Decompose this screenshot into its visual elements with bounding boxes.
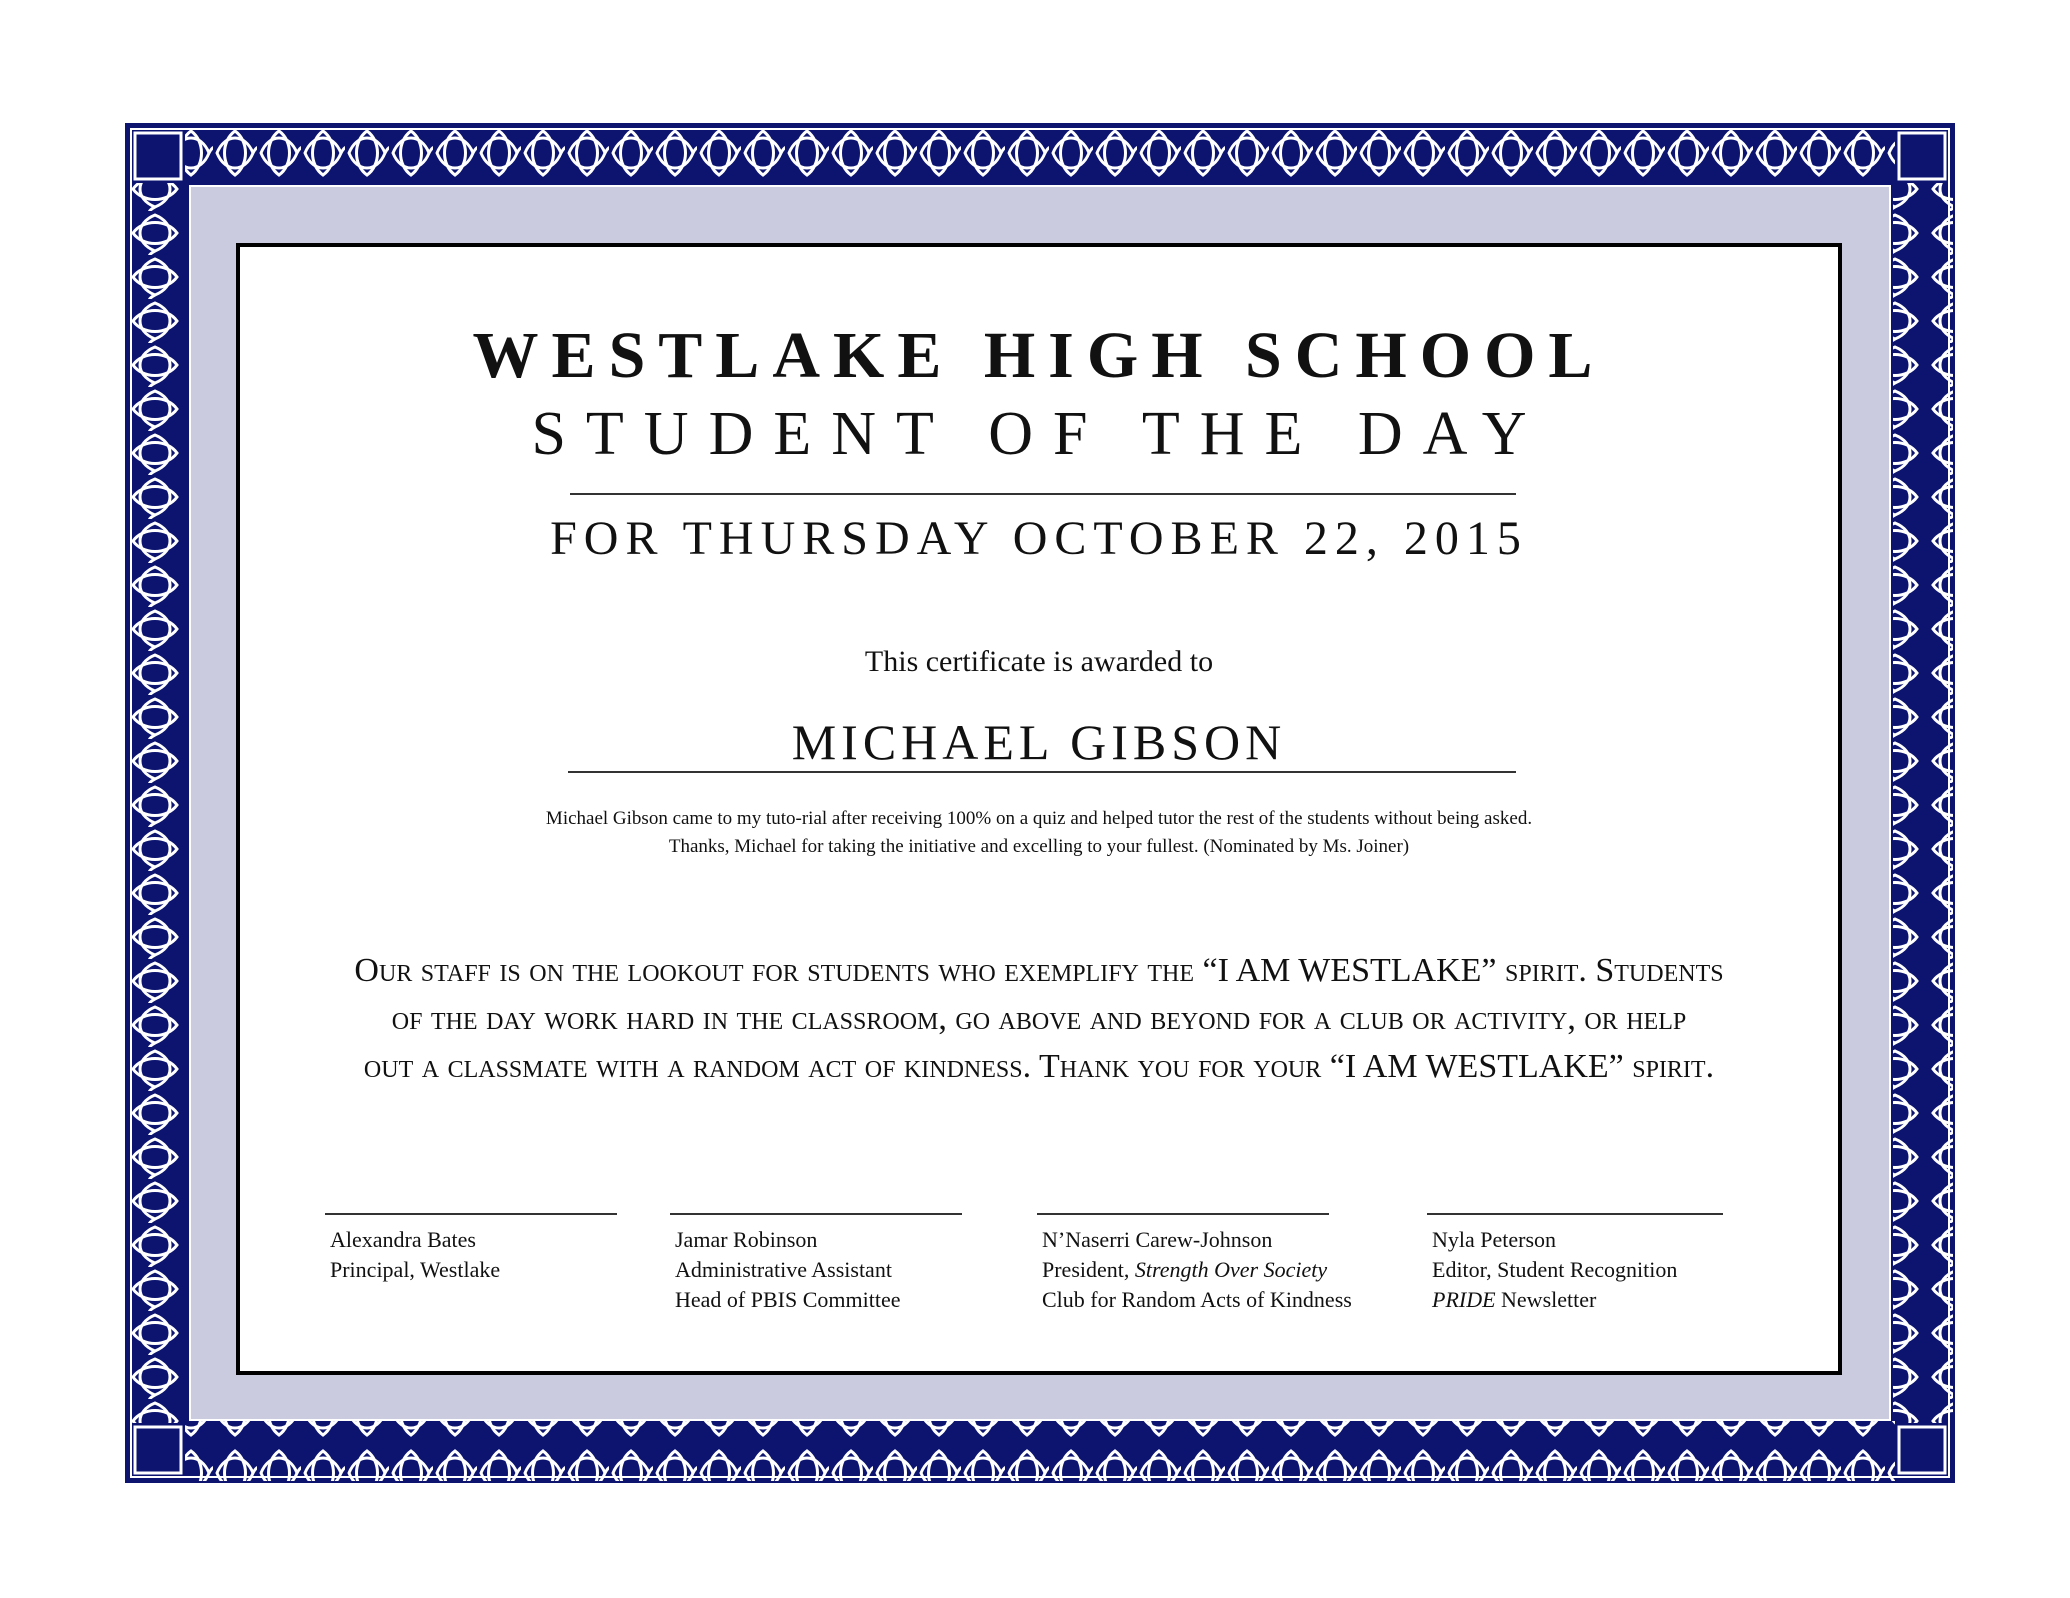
signer-title: Principal, Westlake [330,1257,501,1282]
signature-block [1042,1213,1382,1315]
club-name: Strength Over Society [1134,1257,1328,1282]
title-divider [570,493,1516,495]
nomination-line: Thanks, Michael for taking the initiative and excelling to your fullest. (Nominated by Ms. Joiner) [668,836,1410,857]
signer-title [1042,1255,1382,1285]
nomination-line: Michael Gibson came to my tuto-rial after receiving 100% on a quiz and helped tutor the rest of the students without being asked. [545,808,1533,829]
signature-line [325,1213,617,1215]
signature-line [1427,1213,1723,1215]
spirit-line: out a classmate with a random act of kindness. Thank you for your “I AM WESTLAKE” spirit. [363,1048,1715,1085]
signature-line [1037,1213,1329,1215]
spirit-line: Our staff is on the lookout for students who exemplify the “I AM WESTLAKE” spirit. Students [354,952,1724,989]
signer-name: Jamar Robinson [675,1227,818,1252]
newsletter-suffix: Newsletter [1495,1287,1597,1312]
nomination-text [240,805,1838,861]
certificate-panel [236,243,1842,1375]
signature-line [670,1213,962,1215]
spirit-line: of the day work hard in the classroom, go above and beyond for a club or activity, or help [391,1000,1687,1037]
signer-title: Editor, Student Recognition [1432,1257,1678,1282]
signer-title: Club for Random Acts of Kindness [1042,1287,1352,1312]
recipient-underline [568,771,1516,773]
awarded-to-text: This certificate is awarded to [864,645,1214,678]
signature-block [1432,1213,1752,1315]
signer-title [1432,1285,1752,1315]
newsletter-name: PRIDE [1432,1287,1496,1312]
award-title: STUDENT OF THE DAY [531,400,1547,468]
signature-block [330,1213,630,1285]
spirit-statement [250,947,1828,1091]
award-date: FOR THURSDAY OCTOBER 22, 2015 [550,512,1528,565]
signer-name: N’Naserri Carew-Johnson [1042,1227,1273,1252]
signer-name: Alexandra Bates [330,1227,476,1252]
signer-name: Nyla Peterson [1432,1227,1557,1252]
signer-title: Administrative Assistant [675,1257,892,1282]
signature-block [675,1213,975,1315]
signer-title: Head of PBIS Committee [675,1287,901,1312]
recipient-name: MICHAEL GIBSON [791,714,1287,770]
signer-title-prefix: President, [1042,1257,1135,1282]
school-name: WESTLAKE HIGH SCHOOL [472,319,1606,392]
